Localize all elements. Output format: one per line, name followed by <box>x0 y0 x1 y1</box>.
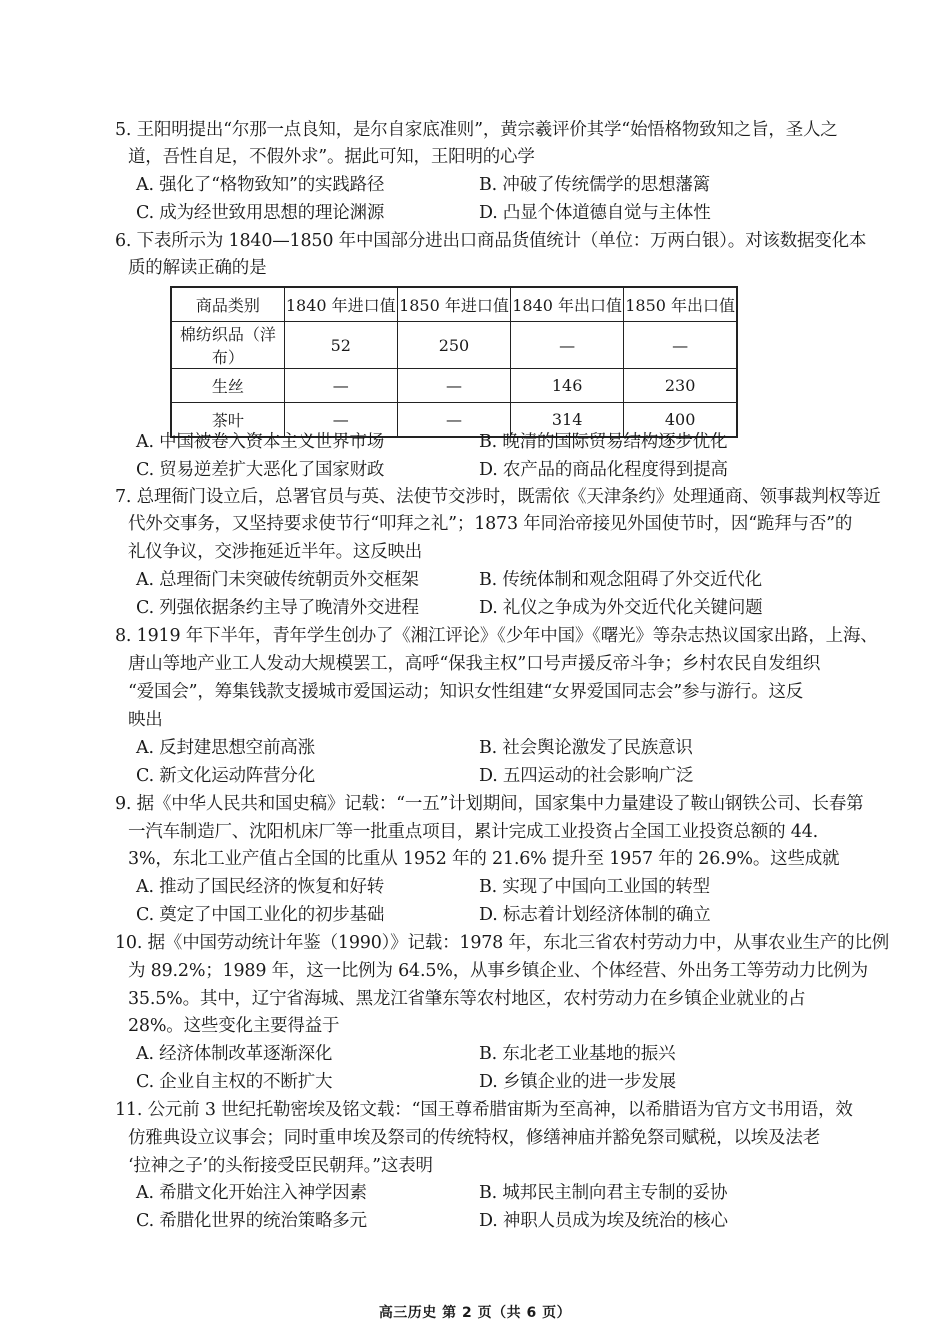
q7-stem-line-1: 7. 总理衙门设立后，总署官员与英、法使节交涉时，既需依《天津条约》处理通商、领事裁判权等近 <box>115 487 881 507</box>
table-cell: — <box>284 403 397 438</box>
q7-stem-line-3: 礼仪争议，交涉拖延近半年。这反映出 <box>128 542 423 562</box>
q11-stem-line-2: 仿雅典设立议事会；同时重申埃及祭司的传统特权，修缮神庙并豁免祭司赋税，以埃及法老 <box>128 1128 820 1148</box>
q5-option-a: A. 强化了“格物致知”的实践路径 <box>136 175 385 195</box>
q6-option-a: A. 中国被卷入资本主义世界市场 <box>136 432 385 452</box>
q5-stem-line-1: 5. 王阳明提出“尔那一点良知，是尔自家底准则”，黄宗羲评价其学“始悟格物致知之旨，圣人之 <box>115 120 838 140</box>
q10-stem-line-2: 为 89.2%；1989 年，这一比例为 64.5%，从事乡镇企业、个体经营、外出务工等劳动力比例为 <box>128 961 868 981</box>
table-header-cell: 1840 年进口值 <box>284 287 397 322</box>
table-cell: — <box>397 403 510 438</box>
table-header-row <box>171 287 737 322</box>
q6-stem-line-2: 质的解读正确的是 <box>128 258 267 278</box>
table-cell: — <box>397 369 510 403</box>
q8-option-c: C. 新文化运动阵营分化 <box>136 766 315 786</box>
q10-option-a: A. 经济体制改革逐渐深化 <box>136 1044 333 1064</box>
q8-stem-line-4: 映出 <box>128 710 163 730</box>
q7-option-b: B. 传统体制和观念阻碍了外交近代化 <box>479 570 762 590</box>
q10-option-b: B. 东北老工业基地的振兴 <box>479 1044 676 1064</box>
table-cell: 400 <box>624 403 737 438</box>
q11-stem-line-1: 11. 公元前 3 世纪托勒密埃及铭文载：“国王尊希腊宙斯为至高神，以希腊语为官方文书用语，效 <box>115 1100 853 1120</box>
q11-option-d: D. 神职人员成为埃及统治的核心 <box>479 1211 728 1231</box>
table-row <box>171 369 737 403</box>
q9-stem-line-3: 3%，东北工业产值占全国的比重从 1952 年的 21.6% 提升至 1957 年的 26.9%。这些成就 <box>128 849 840 869</box>
q7-option-d: D. 礼仪之争成为外交近代化关键问题 <box>479 598 763 618</box>
q10-stem-line-4: 28%。这些变化主要得益于 <box>128 1016 340 1036</box>
q10-stem-line-1: 10. 据《中国劳动统计年鉴（1990）》记载：1978 年，东北三省农村劳动力中，从事农业生产的比例 <box>115 933 890 953</box>
q5-option-b: B. 冲破了传统儒学的思想藩篱 <box>479 175 710 195</box>
q6-option-c: C. 贸易逆差扩大恶化了国家财政 <box>136 460 385 480</box>
q8-stem-line-3: “爱国会”，筹集钱款支援城市爱国运动；知识女性组建“女界爱国同志会”参与游行。这反 <box>128 682 804 702</box>
q10-option-c: C. 企业自主权的不断扩大 <box>136 1072 333 1092</box>
q9-option-a: A. 推动了国民经济的恢复和好转 <box>136 877 385 897</box>
q7-stem-line-2: 代外交事务，又坚持要求使节行“叩拜之礼”；1873 年同治帝接见外国使节时，因“跪拜与否”的 <box>128 514 853 534</box>
table-cell: 茶叶 <box>171 403 284 438</box>
table-cell: — <box>284 369 397 403</box>
table-header-cell: 商品类别 <box>171 287 284 322</box>
q11-option-b: B. 城邦民主制向君主专制的妥协 <box>479 1183 728 1203</box>
q9-option-d: D. 标志着计划经济体制的确立 <box>479 905 711 925</box>
table-cell: 棉纺织品（洋布） <box>171 322 284 369</box>
q8-stem-line-2: 唐山等地产业工人发动大规模罢工，高呼“保我主权”口号声援反帝斗争；乡村农民自发组织 <box>128 654 821 674</box>
table-cell: 230 <box>624 369 737 403</box>
q8-option-d: D. 五四运动的社会影响广泛 <box>479 766 694 786</box>
table-cell: — <box>511 322 624 369</box>
q11-option-c: C. 希腊化世界的统治策略多元 <box>136 1211 367 1231</box>
table-header-cell: 1850 年进口值 <box>397 287 510 322</box>
q7-option-a: A. 总理衙门未突破传统朝贡外交框架 <box>136 570 419 590</box>
table-header-cell: 1850 年出口值 <box>624 287 737 322</box>
q6-stem-line-1: 6. 下表所示为 1840—1850 年中国部分进出口商品货值统计（单位：万两白银）。对该数据变化本 <box>115 231 867 251</box>
q10-option-d: D. 乡镇企业的进一步发展 <box>479 1072 676 1092</box>
table-cell: — <box>624 322 737 369</box>
page-footer: 高三历史 第 2 页（共 6 页） <box>378 1305 572 1321</box>
q11-stem-line-3: ‘拉神之子’的头衔接受臣民朝拜。”这表明 <box>128 1156 433 1176</box>
q9-option-b: B. 实现了中国向工业国的转型 <box>479 877 710 897</box>
q7-option-c: C. 列强依据条约主导了晚清外交进程 <box>136 598 419 618</box>
table-cell: 250 <box>397 322 510 369</box>
trade-value-table <box>170 286 738 438</box>
table-header-cell: 1840 年出口值 <box>511 287 624 322</box>
q9-stem-line-1: 9. 据《中华人民共和国史稿》记载：“一五”计划期间，国家集中力量建设了鞍山钢铁公司、长春第 <box>115 794 864 814</box>
q11-option-a: A. 希腊文化开始注入神学因素 <box>136 1183 367 1203</box>
q5-option-d: D. 凸显个体道德自觉与主体性 <box>479 203 711 223</box>
q8-option-b: B. 社会舆论激发了民族意识 <box>479 738 693 758</box>
table-cell: 生丝 <box>171 369 284 403</box>
q8-stem-line-1: 8. 1919 年下半年，青年学生创办了《湘江评论》《少年中国》《曙光》等杂志热议国家出路，上海、 <box>115 626 878 646</box>
q9-stem-line-2: 一汽车制造厂、沈阳机床厂等一批重点项目，累计完成工业投资占全国工业投资总额的 44. <box>128 822 818 842</box>
q8-option-a: A. 反封建思想空前高涨 <box>136 738 315 758</box>
q5-option-c: C. 成为经世致用思想的理论渊源 <box>136 203 385 223</box>
q5-stem-line-2: 道，吾性自足，不假外求”。据此可知，王阳明的心学 <box>128 147 535 167</box>
table-cell: 314 <box>511 403 624 438</box>
q6-option-b: B. 晚清的国际贸易结构逐步优化 <box>479 432 728 452</box>
table-row <box>171 322 737 369</box>
q9-option-c: C. 奠定了中国工业化的初步基础 <box>136 905 385 925</box>
q6-option-d: D. 农产品的商品化程度得到提高 <box>479 460 728 480</box>
table-cell: 52 <box>284 322 397 369</box>
q10-stem-line-3: 35.5%。其中，辽宁省海城、黑龙江省肇东等农村地区，农村劳动力在乡镇企业就业的占 <box>128 989 806 1009</box>
table-cell: 146 <box>511 369 624 403</box>
